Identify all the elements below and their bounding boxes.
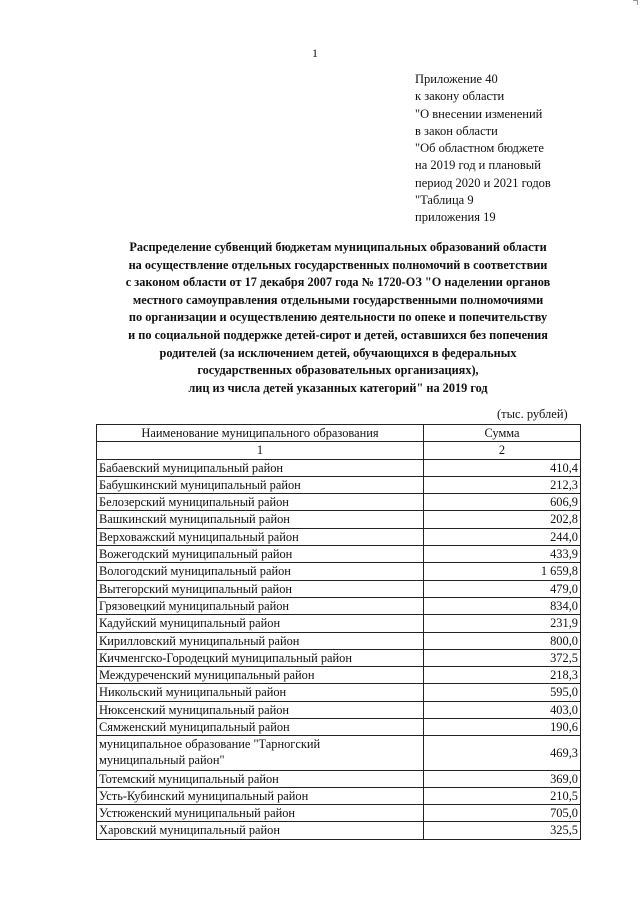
title-line: государственных образовательных организациях), (197, 363, 479, 378)
table-row (97, 511, 581, 528)
annex-line: приложения 19 (415, 210, 496, 225)
table-row (97, 615, 581, 632)
district-name: Верховажский муниципальный район (97, 528, 424, 545)
district-name: Сямженский муниципальный район (97, 719, 424, 736)
table-row (97, 719, 581, 736)
district-sum: 231,9 (424, 615, 581, 632)
district-sum: 479,0 (424, 580, 581, 597)
district-sum: 705,0 (424, 805, 581, 822)
district-sum: 433,9 (424, 546, 581, 563)
district-name-line: муниципальное образование "Тарногский (99, 737, 321, 752)
district-sum: 595,0 (424, 684, 581, 701)
district-sum: 218,3 (424, 667, 581, 684)
district-name: Кадуйский муниципальный район (97, 615, 424, 632)
table-row (97, 770, 581, 787)
column-header-sum: Сумма (424, 425, 581, 442)
annex-line: "Об областном бюджете (415, 141, 544, 156)
scan-corner-mark (633, 0, 638, 5)
district-name-line: муниципальный район" (99, 752, 225, 767)
title-line: лиц из числа детей указанных категорий" на 2019 год (188, 380, 488, 395)
table-row (97, 580, 581, 597)
table-row (97, 494, 581, 511)
annex-line: в закон области (415, 123, 498, 138)
table-row (97, 701, 581, 718)
table-row (97, 667, 581, 684)
table-header-row (97, 425, 581, 442)
title-line: Распределение субвенций бюджетам муниципальных образований области (129, 240, 547, 254)
title-line: с законом области от 17 декабря 2007 года № 1720-ОЗ "О наделении органов (125, 275, 551, 290)
district-sum: 210,5 (424, 787, 581, 804)
district-sum: 834,0 (424, 597, 581, 614)
district-sum: 800,0 (424, 632, 581, 649)
district-name: Бабушкинский муниципальный район (97, 476, 424, 493)
district-sum: 190,6 (424, 719, 581, 736)
annex-line: на 2019 год и плановый (415, 158, 541, 173)
annex-line: к закону области (415, 89, 505, 104)
district-name: Междуреченский муниципальный район (97, 667, 424, 684)
title-line: на осуществление отдельных государственных полномочий в соответствии (128, 257, 548, 272)
table-row (97, 563, 581, 580)
column-index-row (97, 442, 581, 459)
units-label: (тыс. рублей) (497, 407, 568, 421)
annex-line: "Таблица 9 (415, 193, 474, 208)
district-name: Грязовецкий муниципальный район (97, 597, 424, 614)
district-sum: 1 659,8 (424, 563, 581, 580)
district-name: Вожегодский муниципальный район (97, 546, 424, 563)
district-name: Кирилловский муниципальный район (97, 632, 424, 649)
annex-line: "О внесении изменений (415, 106, 543, 121)
district-name: Харовский муниципальный район (97, 822, 424, 839)
district-sum: 469,3 (424, 736, 581, 770)
column-index-1: 1 (97, 442, 424, 459)
table-row (97, 632, 581, 649)
table-row (97, 736, 581, 770)
district-sum: 372,5 (424, 649, 581, 666)
district-name: Нюксенский муниципальный район (97, 701, 424, 718)
table-row (97, 649, 581, 666)
district-name: Кичменгско-Городецкий муниципальный район (97, 649, 424, 666)
table-row (97, 476, 581, 493)
title-line: родителей (за исключением детей, обучающихся в федеральных (159, 345, 517, 360)
district-sum: 369,0 (424, 770, 581, 787)
district-sum: 325,5 (424, 822, 581, 839)
district-sum: 403,0 (424, 701, 581, 718)
district-name: Усть-Кубинский муниципальный район (97, 787, 424, 804)
district-name: Вашкинский муниципальный район (97, 511, 424, 528)
table-row (97, 822, 581, 839)
table-row (97, 528, 581, 545)
column-header-name: Наименование муниципального образования (97, 425, 424, 442)
district-name (97, 736, 424, 770)
district-name: Никольский муниципальный район (97, 684, 424, 701)
district-sum: 606,9 (424, 494, 581, 511)
district-sum: 202,8 (424, 511, 581, 528)
district-sum: 212,3 (424, 476, 581, 493)
district-name: Бабаевский муниципальный район (97, 459, 424, 476)
title-line: и по социальной поддержке детей-сирот и детей, оставшихся без попечения (128, 327, 548, 342)
district-sum: 244,0 (424, 528, 581, 545)
district-name: Белозерский муниципальный район (97, 494, 424, 511)
table-row (97, 546, 581, 563)
district-name: Вологодский муниципальный район (97, 563, 424, 580)
page-number: 1 (312, 46, 318, 60)
district-name: Тотемский муниципальный район (97, 770, 424, 787)
table-row (97, 597, 581, 614)
table-row (97, 684, 581, 701)
district-name: Вытегорский муниципальный район (97, 580, 424, 597)
subvention-table (96, 424, 581, 840)
annex-line: Приложение 40 (415, 72, 498, 86)
district-sum: 410,4 (424, 459, 581, 476)
annex-line: период 2020 и 2021 годов (415, 175, 551, 190)
document-title (96, 239, 580, 397)
annex-header (415, 71, 551, 227)
title-line: местного самоуправления отдельными государственными полномочиями (132, 292, 544, 307)
table-row (97, 805, 581, 822)
table-row (97, 459, 581, 476)
table-row (97, 787, 581, 804)
district-name: Устюженский муниципальный район (97, 805, 424, 822)
title-line: по организации и осуществлению деятельности по опеке и попечительству (128, 310, 548, 325)
column-index-2: 2 (424, 442, 581, 459)
